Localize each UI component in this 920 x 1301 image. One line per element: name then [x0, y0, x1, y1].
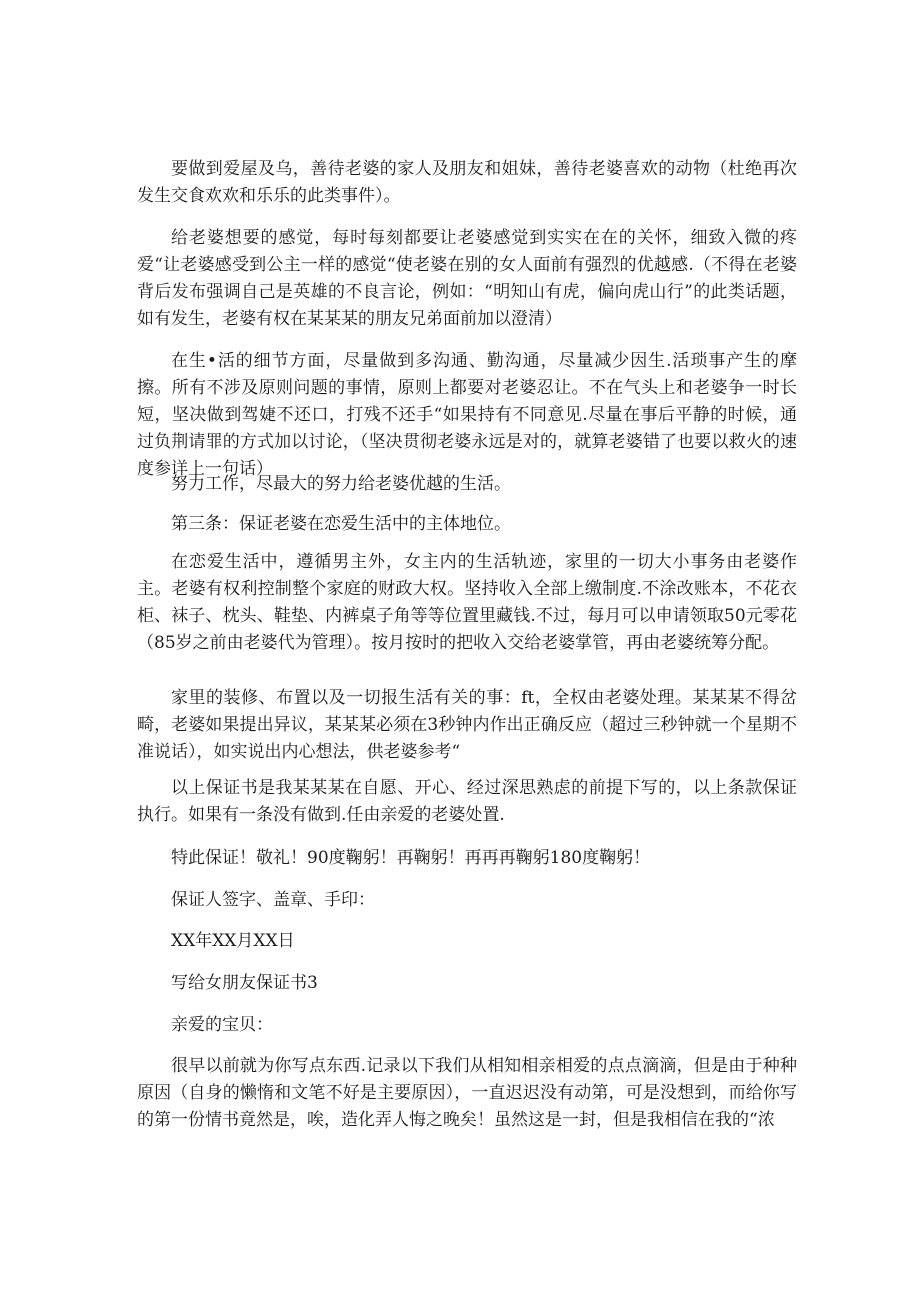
paragraph-love-family: 要做到爱屋及乌，善待老婆的家人及朋友和姐妹，善待老婆喜欢的动物（杜绝再次发生交食欢欢和乐乐的此类事件）。: [137, 159, 797, 206]
paragraph-care-feeling: 给老婆想要的感觉，每时每刻都要让老婆感觉到实实在在的关怀，细致入微的疼爱“让老婆感受到公主一样的感觉“使老婆在别的女人面前有强烈的优越感.（不得在老婆背后发布强调自己是英雄的不良言论，例如：“明知山有虎，偏向虎山行”的此类话题，如有发生，老婆有权在某某某的朋友兄弟面前加以澄清）: [137, 228, 797, 329]
paragraph-letter-body: 很早以前就为你写点东西.记录以下我们从相知相亲相爱的点点滴滴，但是由于种种原因（自身的懒惰和文笔不好是主要原因），一直迟迟没有动第，可是没想到，而给你写的第一份情书竟然是，唉，造化弄人悔之晚矣！虽然这是一封，但是我相信在我的“浓: [137, 1056, 797, 1130]
paragraph-communication: 在生•活的细节方面，尽量做到多沟通、勤沟通，尽量减少因生.活琐事产生的摩擦。所有不涉及原则问题的事情，原则上都要对老婆忍让。不在气头上和老婆争一时长短，坚决做到驾婕不还口，打残不还手“如果持有不同意见.尽量在事后平静的时候，通过负荆请罪的方式加以讨论，（坚决贯彻老婆永远是对的，就算老婆错了也要以救火的速度参详上一句话）: [137, 351, 797, 479]
paragraph-date: XX年XX月XX日: [171, 931, 295, 951]
paragraph-work-hard: 努力工作，尽最大的努力给老婆优越的生活。: [171, 474, 511, 494]
paragraph-article-three: 第三条：保证老婆在恋爱生活中的主体地位。: [171, 514, 511, 534]
paragraph-signature: 保证人签字、盖章、手印：: [171, 890, 375, 910]
paragraph-voluntary-statement: 以上保证书是我某某某在自愿、开心、经过深思熟虑的前提下写的，以上条款保证执行。如果有一条没有做到.任由亲爱的老婆处置.: [137, 778, 797, 825]
paragraph-salutation: 亲爱的宝贝：: [171, 1015, 273, 1035]
paragraph-pledge: 特此保证！敬礼！90度鞠躬！再鞠躬！再再再鞠躬180度鞠躬！: [171, 848, 651, 868]
paragraph-letter-title: 写给女朋友保证书3: [171, 973, 318, 993]
paragraph-home-decisions: 家里的装修、布置以及一切报生活有关的事：ft，全权由老婆处理。某某某不得岔畸，老婆如果提出异议，某某某必须在3秒钟内作出正确反应（超过三秒钟就一个星期不准说话），如实说出内心想法，供老婆参考“: [137, 688, 797, 762]
paragraph-finance: 在恋爱生活中，遵循男主外，女主内的生活轨迹，家里的一切大小事务由老婆作主。老婆有权利控制整个家庭的财政大权。坚持收入全部上缴制度.不涂改账本，不花衣柜、袜子、枕头、鞋垫、内裤桌子角等等位置里藏钱.不过，每月可以申请领取50元零花（85岁之前由老婆代为管理）。按月按时的把收入交给老婆掌管，再由老婆统筹分配。: [137, 552, 797, 653]
